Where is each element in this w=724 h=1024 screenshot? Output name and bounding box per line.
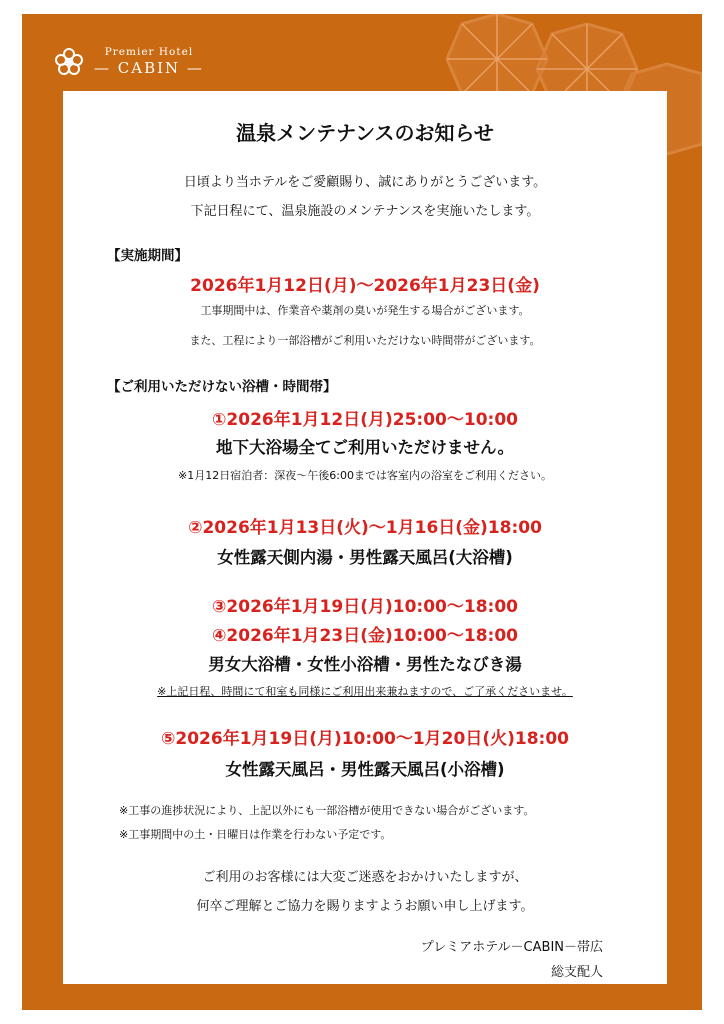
item3-date: ③2026年1月19日(月)10:00～18:00	[212, 597, 518, 617]
hotel-logo	[54, 46, 204, 77]
intro-line-1: 日頃より当ホテルをご愛顧賜り、誠にありがとうございます。	[183, 175, 547, 190]
item2-desc: 女性露天側内湯・男性露天風呂(大浴槽)	[217, 548, 513, 567]
closing-line-1: ご利用のお客様には大変ご迷惑をおかけいたしますが、	[202, 870, 528, 885]
signature-org: プレミアホテル－CABIN－帯広	[420, 940, 603, 955]
period-note-2: また、工程により一部浴槽がご利用いただけない時間帯がございます。	[189, 334, 541, 347]
logo-top-text: Premier Hotel	[104, 46, 194, 58]
item1-date: ①2026年1月12日(月)25:00～10:00	[212, 410, 518, 430]
item34-desc: 男女大浴槽・女性小浴槽・男性たなびき湯	[208, 655, 522, 674]
period-heading: 【実施期間】	[107, 248, 188, 264]
period-dates: 2026年1月12日(月)～2026年1月23日(金)	[190, 276, 540, 296]
item5-desc: 女性露天風呂・男性露天風呂(小浴槽)	[225, 760, 505, 779]
footnote-2: ※工事期間中の土・日曜日は作業を行わない予定です。	[119, 828, 392, 841]
notice-title: 温泉メンテナンスのお知らせ	[236, 121, 494, 145]
flower-logo-icon	[54, 47, 84, 77]
item4-date: ④2026年1月23日(金)10:00～18:00	[212, 626, 518, 646]
signature-role: 総支配人	[550, 965, 603, 980]
item34-note: ※上記日程、時間にて和室も同様にご利用出来兼ねますので、ご了承くださいませ。	[157, 685, 573, 698]
notice-sheet	[63, 91, 667, 984]
item5-date: ⑤2026年1月19日(月)10:00～1月20日(火)18:00	[161, 729, 569, 749]
closing-line-2: 何卒ご理解とご協力を賜りますようお願い申し上げます。	[196, 899, 534, 914]
item1-desc: 地下大浴場全てご利用いただけません。	[216, 438, 514, 457]
item2-date: ②2026年1月13日(火)～1月16日(金)18:00	[188, 518, 542, 538]
period-note-1: 工事期間中は、作業音や薬剤の臭いが発生する場合がございます。	[200, 304, 530, 317]
unavailable-heading: 【ご利用いただけない浴槽・時間帯】	[107, 379, 337, 395]
item1-note: ※1月12日宿泊者：深夜～午後6:00までは客室内の浴室をご利用ください。	[178, 469, 552, 482]
intro-line-2: 下記日程にて、温泉施設のメンテナンスを実施いたします。	[190, 204, 540, 219]
footnote-1: ※工事の進捗状況により、上記以外にも一部浴槽が使用できない場合がございます。	[119, 804, 535, 817]
logo-main-text: — CABIN —	[94, 59, 204, 77]
